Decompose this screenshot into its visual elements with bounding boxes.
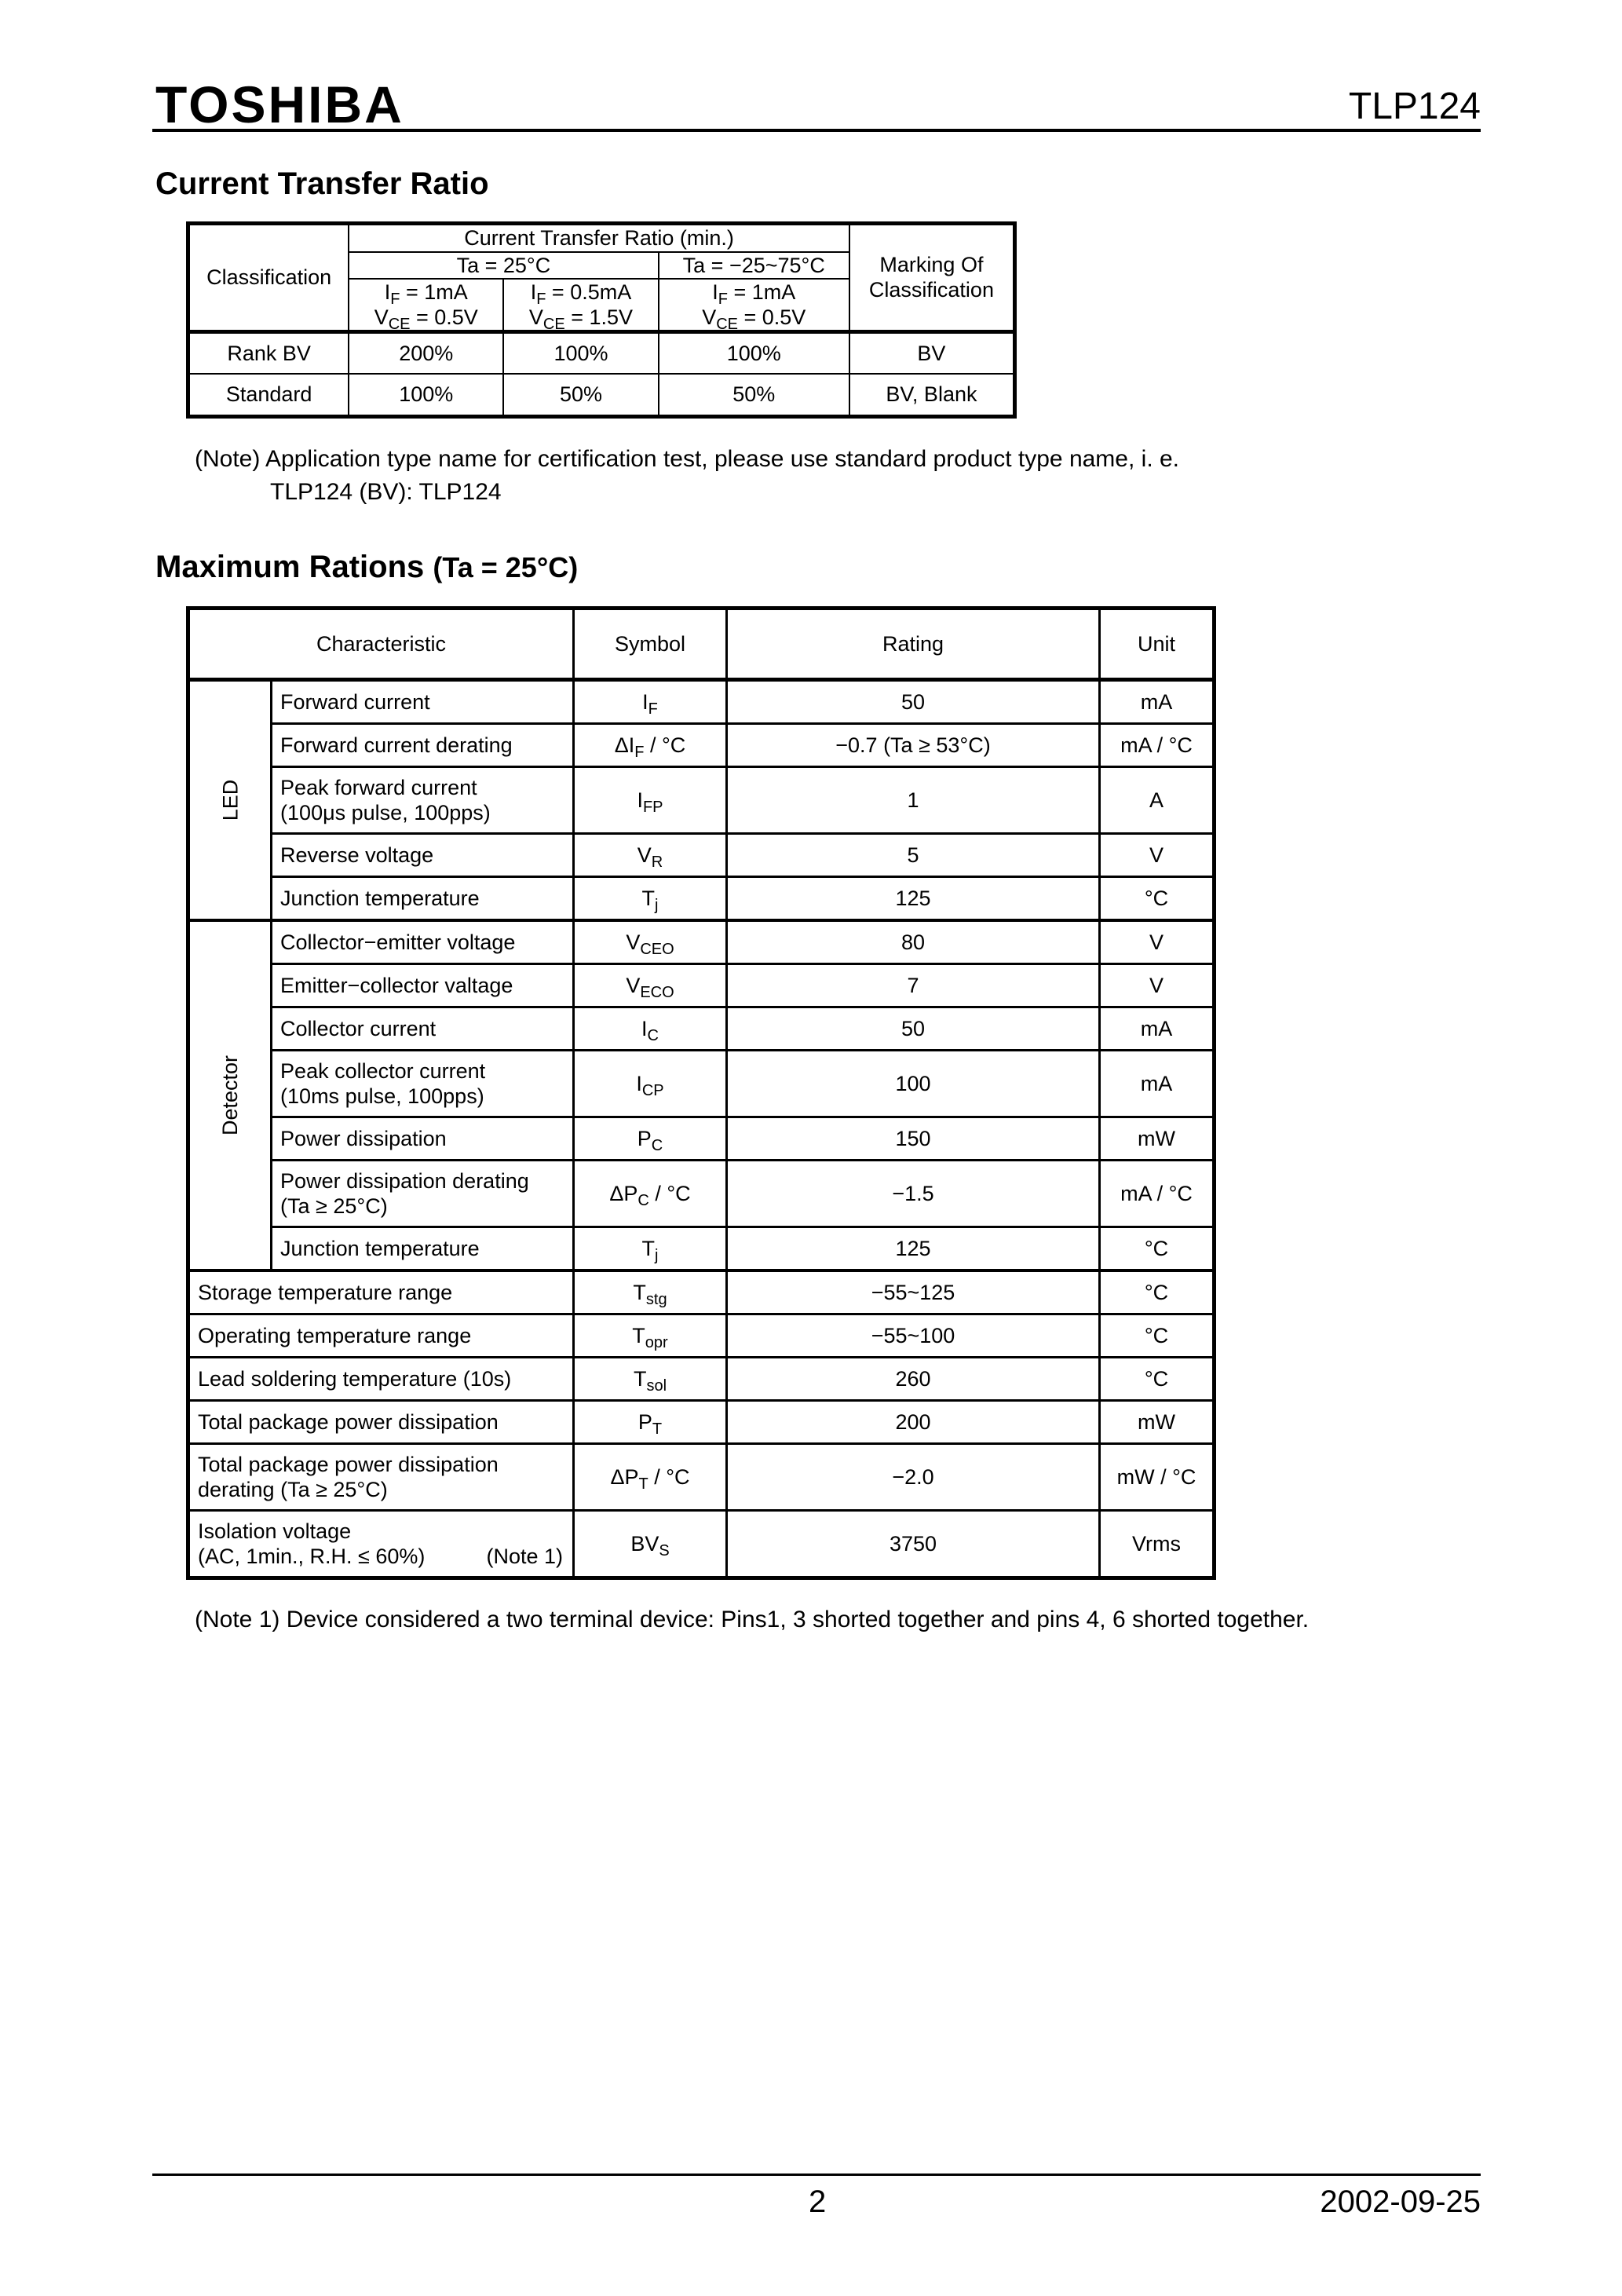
classification-header: Classification — [188, 224, 349, 332]
condition-cell: $I_F = 0.5mA$ $V_{CE} = 1.5V$ — [503, 279, 658, 332]
table-row: Forward current derating $\Delta I_F / ^\circ C$ −0.7 (Ta ≥ 53°C) mA / °C — [188, 724, 1215, 767]
application-note: (Note) Application type name for certification test, please use standard product type name, i. e. TLP124 (BV): TLP124 — [195, 446, 1180, 505]
header-rule — [152, 129, 1481, 132]
part-number: TLP124 — [1348, 86, 1481, 127]
ta-range-header: Ta = −25~75°C — [659, 252, 849, 279]
table-row: Power dissipation $P_C$ 150 mW — [188, 1117, 1215, 1161]
group-led: LED — [188, 680, 272, 921]
page-number: 2 — [809, 2184, 827, 2219]
note-1: (Note 1) Device considered a two terminal device: Pins1, 3 shorted together and pins 4, 6 shorted together. — [195, 1607, 1310, 1632]
condition-cell: $I_F = 1mA$ $V_{CE} = 0.5V$ — [349, 279, 503, 332]
condition-cell: $I_F = 1mA$ $V_{CE} = 0.5V$ — [659, 279, 849, 332]
col-header-unit: Unit — [1100, 609, 1215, 680]
table-row: Collector current $I_C$ 50 mA — [188, 1007, 1215, 1051]
toshiba-logo: TOSHIBA — [155, 75, 404, 133]
table-row: Detector Collector−emitter voltage $V_{CEO}$ 80 V — [188, 920, 1215, 964]
table-row: Junction temperature $T_j$ 125 °C — [188, 1227, 1215, 1271]
section-title-max: Maximum Rations (Ta = 25°C) — [155, 550, 579, 584]
col-header-characteristic: Characteristic — [188, 609, 574, 680]
table-row: Rank BV 200% 100% 100% BV — [188, 331, 1015, 374]
ctr-group-header: Current Transfer Ratio (min.) — [349, 224, 849, 252]
section-title-ctr: Current Transfer Ratio — [155, 166, 489, 201]
max-ratings-table — [186, 606, 1216, 1580]
table-row: Isolation voltage (AC, 1min., R.H. ≤ 60%) (Note 1) $BV_S$ 3750 Vrms — [188, 1511, 1215, 1578]
table-row: Total package power dissipation $P_T$ 200 mW — [188, 1401, 1215, 1444]
table-row: Lead soldering temperature (10s) $T_{sol}$ 260 °C — [188, 1358, 1215, 1401]
ta-25-header: Ta = 25°C — [349, 252, 658, 279]
ctr-table — [186, 221, 1017, 419]
table-row: Storage temperature range $T_{stg}$ −55~125 °C — [188, 1270, 1215, 1314]
table-row: LED Forward current $I_F$ 50 mA — [188, 680, 1215, 724]
table-row: Operating temperature range $T_{opr}$ −55~100 °C — [188, 1314, 1215, 1358]
group-detector: Detector — [188, 920, 272, 1270]
footer-rule — [152, 2174, 1481, 2176]
table-row: Emitter−collector valtage $V_{ECO}$ 7 V — [188, 964, 1215, 1007]
table-row: Power dissipation derating (Ta ≥ 25°C) $\Delta P_C / ^\circ C$ −1.5 mA / °C — [188, 1161, 1215, 1227]
marking-header-line2: Classification — [868, 278, 994, 302]
table-row: Total package power dissipation derating (Ta ≥ 25°C) $\Delta P_T / ^\circ C$ −2.0 mW / °C — [188, 1444, 1215, 1511]
col-header-symbol: Symbol — [574, 609, 727, 680]
table-row: Peak collector current (10ms pulse, 100pps) $I_{CP}$ 100 mA — [188, 1051, 1215, 1117]
table-row: Peak forward current (100μs pulse, 100pps) $I_{FP}$ 1 A — [188, 767, 1215, 834]
marking-header-line1: Marking Of — [879, 253, 984, 277]
table-row: Reverse voltage $V_R$ 5 V — [188, 834, 1215, 877]
marking-header — [849, 224, 1015, 332]
col-header-rating: Rating — [727, 609, 1100, 680]
table-row: Junction temperature $T_j$ 125 °C — [188, 877, 1215, 921]
document-date: 2002-09-25 — [1320, 2184, 1481, 2219]
table-row: Standard 100% 50% 50% BV, Blank — [188, 374, 1015, 416]
